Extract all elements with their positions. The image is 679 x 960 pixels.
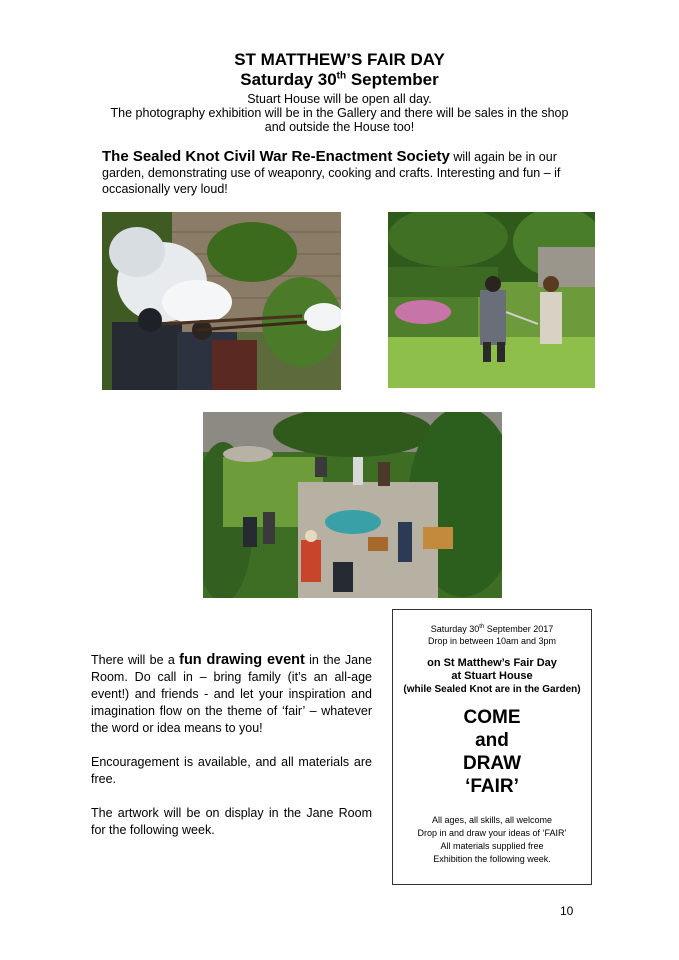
drawing-paragraph-1: [91, 652, 372, 737]
drawing-event-text: [91, 652, 372, 856]
flyer-event: on St Matthew’s Fair Day: [427, 657, 557, 669]
society-name: The Sealed Knot Civil War Re-Enactment Society: [102, 148, 450, 165]
flyer-venue: at Stuart House: [451, 670, 533, 682]
come-and-draw-flyer: [392, 609, 592, 885]
sword-fight-photo: [388, 212, 595, 388]
flyer-line: All materials supplied free: [440, 841, 544, 851]
page-title: ST MATTHEW’S FAIR DAY: [234, 50, 445, 69]
musket-firing-photo: [102, 212, 341, 390]
paragraph-text: There will be a: [91, 653, 180, 667]
flyer-headline-and: and: [475, 730, 509, 751]
date-suffix: September: [346, 70, 439, 89]
intro-line: Stuart House will be open all day.: [247, 92, 432, 106]
sealed-knot-paragraph: [102, 149, 578, 197]
flyer-line: Drop in and draw your ideas of ‘FAIR’: [417, 828, 567, 838]
flyer-date-prefix: Saturday 30: [430, 624, 480, 634]
flyer-date: [393, 621, 591, 635]
fun-drawing-highlight: fun drawing event: [179, 652, 305, 668]
flyer-headline-fair: ‘FAIR’: [465, 776, 519, 797]
flyer-headline-draw: DRAW: [462, 753, 522, 774]
intro-line: The photography exhibition will be in the Gallery and there will be sales in the shop: [110, 106, 569, 120]
flyer-line: All ages, all skills, all welcome: [431, 815, 553, 825]
paragraph-text: in the Jane Room. Do call in – bring family (it’s an all-age event!) and friends - and let your inspiration and imagination flow on the theme of ‘fair’ – whatever the word or idea means to you!: [91, 653, 372, 735]
drawing-paragraph-3: The artwork will be on display in the Jane Room for the following week.: [91, 806, 372, 837]
flyer-times: Drop in between 10am and 3pm: [427, 636, 557, 646]
flyer-line: Exhibition the following week.: [433, 854, 551, 864]
flyer-note: (while Sealed Knot are in the Garden): [403, 684, 581, 695]
date-ordinal: th: [336, 70, 347, 82]
intro-line: and outside the House too!: [264, 120, 415, 134]
society-description: will again be in our garden, demonstrating use of weaponry, cooking and crafts. Interesting and fun – if occasionally very loud!: [102, 150, 561, 196]
flyer-date-suffix: September 2017: [484, 624, 554, 634]
page-number: 10: [560, 904, 574, 918]
date-prefix: Saturday 30: [240, 70, 337, 89]
garden-overview-photo: [203, 412, 502, 598]
flyer-headline-come: COME: [463, 707, 521, 728]
event-date: [0, 70, 679, 90]
flyer-date-ordinal: th: [479, 624, 485, 630]
drawing-paragraph-2: Encouragement is available, and all materials are free.: [91, 755, 372, 786]
